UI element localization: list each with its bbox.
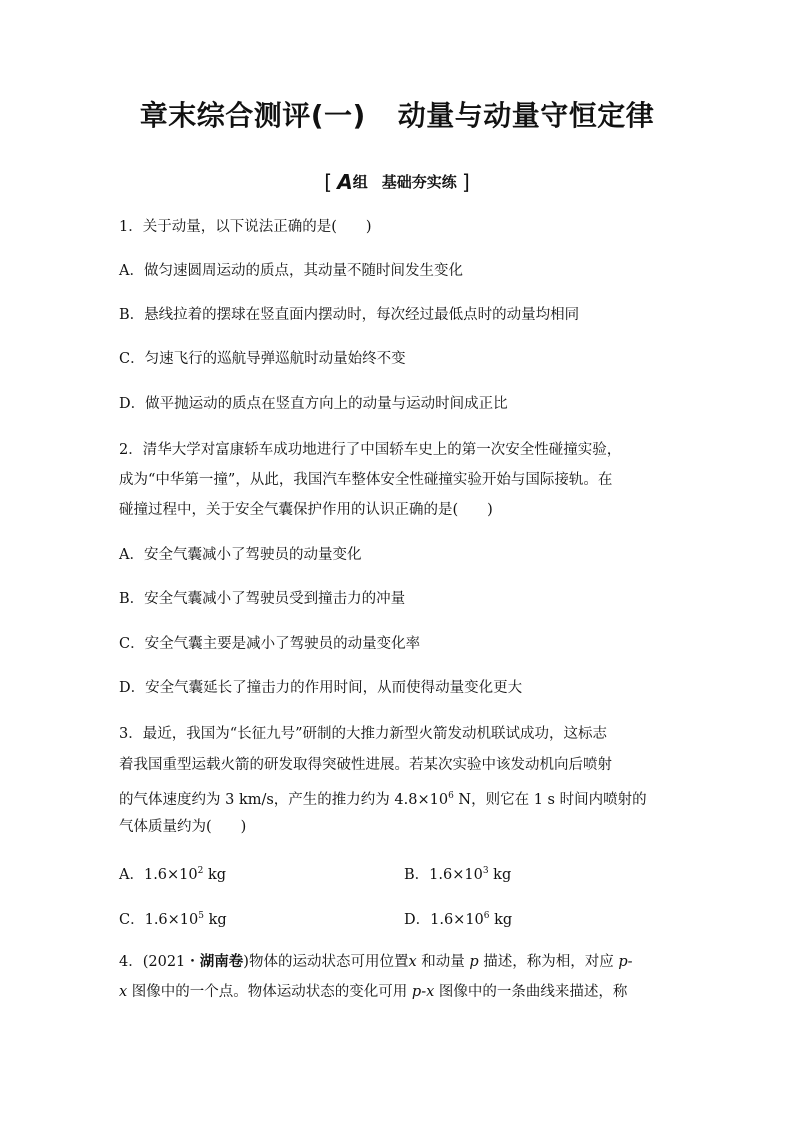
q3-line3-part-b: N，则它在 1 s 时间内喷射的 (453, 792, 647, 808)
q4-var-p: p (469, 954, 479, 970)
q4-line2-a: 图像中的一个点。物体运动状态的变化可用 (127, 984, 412, 1000)
question-2-option-c: C．安全气囊主要是减小了驾驶员的动量变化率 (119, 636, 421, 652)
q3-line3-part-a: 的气体速度约为 3 km/s，产生的推力约为 4.8×10 (119, 792, 449, 808)
question-2-option-b: B．安全气囊减小了驾驶员受到撞击力的冲量 (119, 591, 406, 607)
question-3-option-b (404, 861, 511, 885)
q4-line1-a: )物体的运动状态可用位置 (243, 954, 409, 970)
question-3-stem-line-4: 气体质量约为( ) (119, 819, 247, 835)
page-title (0, 94, 794, 134)
q4-line1-c: 描述，称为相，对应 (478, 954, 619, 970)
question-3-option-d (404, 906, 512, 930)
q4-line1-b: 和动量 (416, 954, 470, 970)
question-1-option-b: B．悬线拉着的摆球在竖直面内摆动时，每次经过最低点时的动量均相同 (119, 307, 580, 323)
q3-opt-b-base: B．1.6×10 (404, 867, 483, 883)
q3-opt-b-exp: 3 (482, 866, 489, 876)
question-1-option-d: D．做平抛运动的质点在竖直方向上的动量与运动时间成正比 (119, 396, 508, 412)
q4-number: 4．(2021・ (119, 954, 200, 970)
q4-line2-b: 图像中的一条曲线来描述，称 (434, 984, 628, 1000)
question-3-stem-line-3 (119, 786, 647, 810)
q3-exponent: 6 (448, 791, 454, 801)
q3-opt-a-unit: kg (203, 867, 227, 883)
q3-opt-c-base: C．1.6×10 (119, 912, 199, 928)
title-part2: 动量与动量守恒定律 (397, 99, 655, 132)
question-4-stem-line-2 (119, 982, 627, 1002)
group-label: 组 (352, 173, 368, 191)
question-4-stem-line-1 (119, 952, 633, 972)
question-3-stem-line-2: 着我国重型运载火箭的研发取得突破性进展。若某次实验中该发动机向后喷射 (119, 757, 612, 773)
q3-opt-c-unit: kg (204, 912, 227, 928)
question-2-option-a: A．安全气囊减小了驾驶员的动量变化 (119, 547, 362, 563)
question-2-stem-line-3: 碰撞过程中，关于安全气囊保护作用的认识正确的是( ) (119, 502, 493, 518)
group-heading (0, 170, 794, 194)
question-3-option-a (119, 861, 226, 885)
group-letter: A (337, 170, 353, 194)
group-name: 基础夯实练 (381, 173, 457, 191)
question-2-stem-line-1: 2．清华大学对富康轿车成功地进行了中国轿车史上的第一次安全性碰撞实验， (119, 442, 622, 458)
q4-line2-x: x (119, 984, 128, 1000)
title-part1: 章末综合测评(一) (139, 99, 366, 132)
q3-opt-a-base: A．1.6×10 (119, 867, 198, 883)
q3-opt-d-base: D．1.6×10 (404, 912, 484, 928)
question-3-option-c (119, 906, 227, 930)
question-2-stem-line-2: 成为“中华第一撞”，从此，我国汽车整体安全性碰撞实验开始与国际接轨。在 (119, 472, 613, 488)
bracket-close: ] (461, 170, 470, 194)
q4-source: 湖南卷 (199, 954, 244, 970)
q3-opt-d-unit: kg (489, 912, 513, 928)
q3-opt-c-exp: 5 (198, 911, 204, 921)
question-1-option-a: A．做匀速圆周运动的质点，其动量不随时间发生变化 (119, 263, 463, 279)
q4-var-px: p-x (411, 984, 435, 1000)
q4-var-p-dash: p- (618, 954, 633, 970)
q3-opt-d-exp: 6 (483, 911, 490, 921)
question-1-stem: 1．关于动量，以下说法正确的是( ) (119, 219, 372, 235)
q3-opt-a-exp: 2 (197, 866, 204, 876)
q4-var-x: x (408, 954, 417, 970)
bracket-open: [ (324, 170, 332, 194)
question-1-option-c: C．匀速飞行的巡航导弹巡航时动量始终不变 (119, 351, 406, 367)
question-2-option-d: D．安全气囊延长了撞击力的作用时间，从而使得动量变化更大 (119, 680, 523, 696)
q3-opt-b-unit: kg (488, 867, 512, 883)
question-3-stem-line-1: 3．最近，我国为“长征九号”研制的大推力新型火箭发动机联试成功，这标志 (119, 726, 608, 742)
